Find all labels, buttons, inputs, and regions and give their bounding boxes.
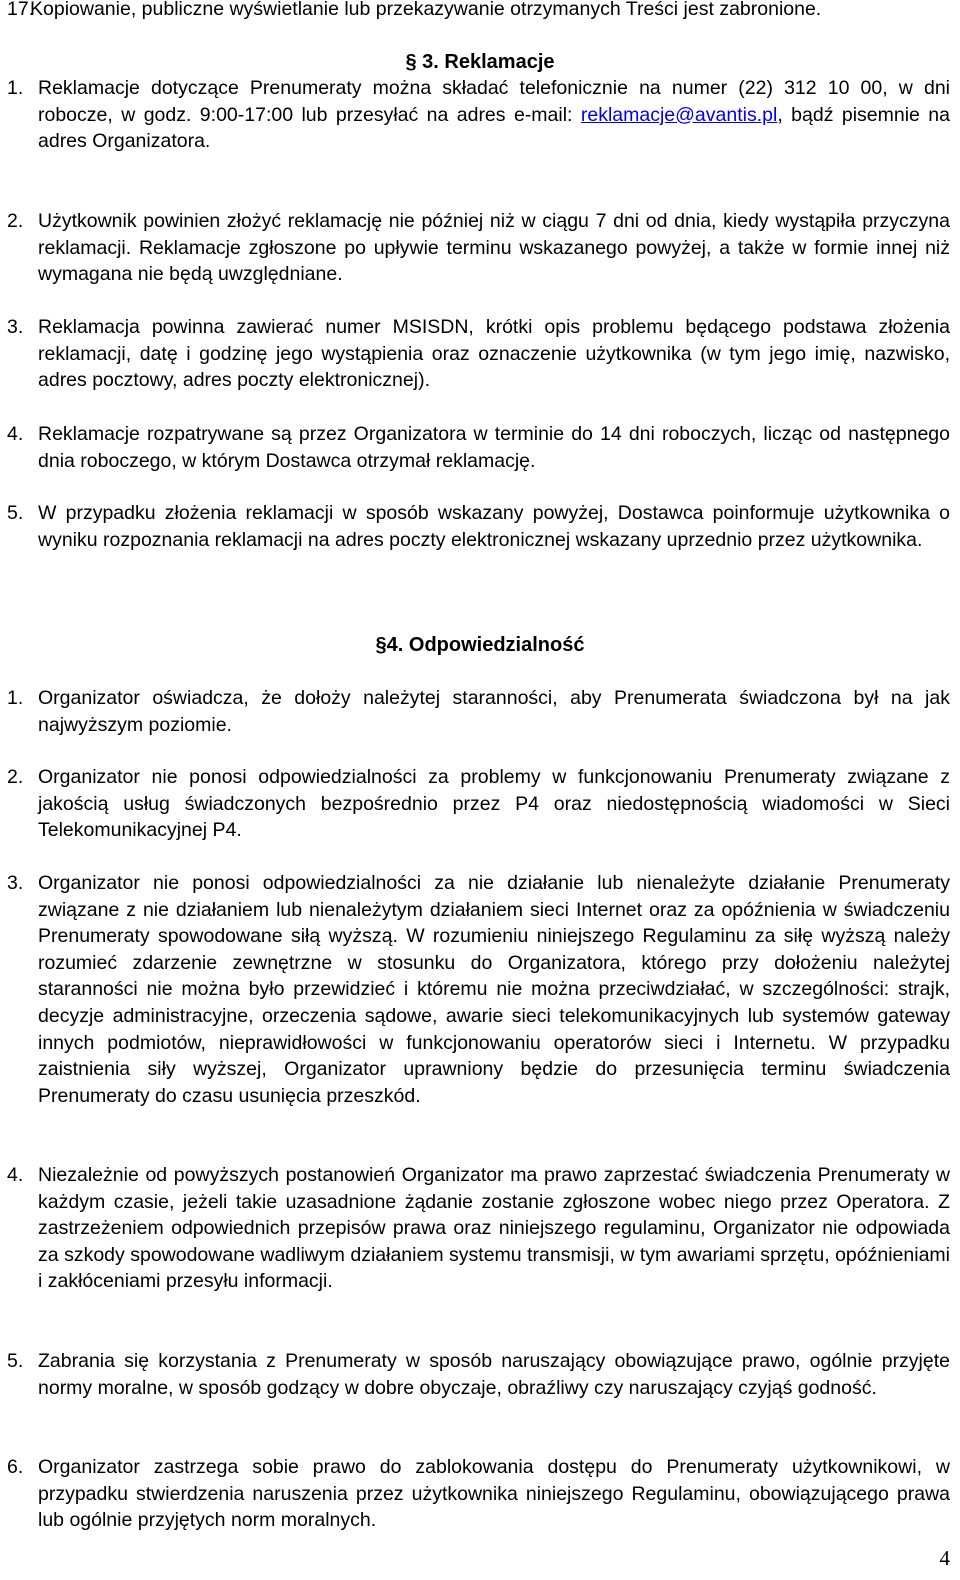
list-item-text: Organizator nie ponosi odpowiedzialności za nie działanie lub nienależyte działanie Prenumeraty związane z nie działaniem lub nienależytym działaniem sieci Internet oraz za opóźnienia w świadczeniu Prenumeraty spowodowane siłą wyższą. W rozumieniu niniejszego Regulaminu za siłę wyższą należy rozumieć zdarzenie zewnętrzne w stosunku do Organizatora, którego przy dołożeniu należytej staranności nie można było przewidzieć i któremu nie można przeciwdziałać, w szczególności: strajk, decyzje administracyjne, orzeczenia sądowe, awarie sieci telekomunikacyjnych lub systemów gateway innych podmiotów, nieprawidłowości w funkcjonowaniu operatorów sieci i Internetu. W przypadku zaistnienia siły wyższej, Organizator uprawniony będzie do przesunięcia terminu świadczenia Prenumeraty do czasu usunięcia przeszkód. <box>38 872 950 1107</box>
list-item-text: Zabrania się korzystania z Prenumeraty w sposób naruszający obowiązujące prawo, ogólnie przyjęte normy moralne, w sposób godzący w dobre obyczaje, obraźliwy czy naruszający czyjąś godność. <box>38 1350 950 1399</box>
section-3-item-2 <box>7 208 950 288</box>
list-item-number: 5. <box>7 502 24 524</box>
list-item-number: 3. <box>7 872 24 894</box>
list-item-text-part: , bądź pisemnie na adres Organizatora. <box>38 103 950 153</box>
list-item-number: 1. <box>7 77 24 99</box>
section-3-item-3 <box>7 314 950 394</box>
list-item-text: Reklamacja powinna zawierać numer MSISDN, krótki opis problemu będącego podstawa złożenia reklamacji, datę i godzinę jego wystąpienia oraz oznaczenie użytkownika (w tym jego imię, nazwisko, adres pocztowy, adres poczty elektronicznej). <box>38 316 950 392</box>
section-3-heading <box>0 49 960 75</box>
section-3-item-1 <box>7 75 950 155</box>
email-link[interactable]: reklamacje@avantis.pl <box>580 103 778 126</box>
list-item-text: Użytkownik powinien złożyć reklamację nie później niż w ciągu 7 dni od dnia, kiedy wystąpiła przyczyna reklamacji. Reklamacje zgłoszone po upływie terminu wskazanego powyżej, a także w formie innej niż wymagana nie będą uwzględniane. <box>38 210 950 286</box>
section-4-item-1 <box>7 685 950 738</box>
section-symbol: § <box>375 634 387 656</box>
section-4-item-5 <box>7 1348 950 1401</box>
list-item-text: Organizator oświadcza, że dołoży należytej staranności, aby Prenumerata świadczona był na jak najwyższym poziomie. <box>38 687 950 736</box>
list-item-number: 1. <box>7 687 24 709</box>
section-3-title: 3. Reklamacje <box>416 51 555 73</box>
list-item-17 <box>7 0 950 23</box>
list-item-text: Organizator zastrzega sobie prawo do zablokowania dostępu do Prenumeraty użytkownikowi, w przypadku stwierdzenia naruszenia przez użytkownika niniejszego Regulaminu, obowiązującego prawa lub ogólnie przyjętych norm moralnych. <box>38 1456 950 1532</box>
section-4-item-6 <box>7 1454 950 1534</box>
list-item-number: 5. <box>7 1350 24 1372</box>
list-item-text: Kopiowanie, publiczne wyświetlanie lub przekazywanie otrzymanych Treści jest zabronione. <box>30 0 822 20</box>
list-item-number: 4. <box>7 423 24 445</box>
list-item-text-part: Reklamacje dotyczące Prenumeraty można składać telefonicznie na numer (22) 312 10 00, w dni robocze, w godz. 9:00-17:00 lub przesyłać na adres e-mail: <box>38 77 950 126</box>
section-3-item-4 <box>7 421 950 474</box>
section-3-item-5 <box>7 500 950 553</box>
section-4-item-3 <box>7 870 950 1109</box>
list-item-number: 2. <box>7 210 24 232</box>
section-4-item-2 <box>7 764 950 844</box>
list-item-text: Organizator nie ponosi odpowiedzialności za problemy w funkcjonowaniu Prenumeraty związane z jakością usług świadczonych bezpośrednio przez P4 oraz niedostępnością wiadomości w Sieci Telekomunikacyjnej P4. <box>38 766 950 842</box>
page-number: 4 <box>939 1546 950 1570</box>
section-symbol: § <box>405 51 417 73</box>
list-item-number: 4. <box>7 1164 24 1186</box>
list-item-text: Niezależnie od powyższych postanowień Organizator ma prawo zaprzestać świadczenia Prenumeraty w każdym czasie, jeżeli takie uzasadnione żądanie zostanie zgłoszone wobec niego przez Operatora. Z zastrzeżeniem odpowiednich przepisów prawa oraz niniejszego regulaminu, Organizator nie odpowiada za szkody spowodowane wadliwym działaniem systemu transmisji, w tym awariami sprzętu, opóźnieniami i zakłóceniami przesyłu informacji. <box>38 1164 950 1293</box>
list-item-number: 17. <box>7 0 35 20</box>
list-item-text: Reklamacje rozpatrywane są przez Organizatora w terminie do 14 dni roboczych, licząc od następnego dnia roboczego, w którym Dostawca otrzymał reklamację. <box>38 423 950 472</box>
list-item-text: W przypadku złożenia reklamacji w sposób wskazany powyżej, Dostawca poinformuje użytkownika o wyniku rozpoznania reklamacji na adres poczty elektronicznej wskazany uprzednio przez użytkownika. <box>38 502 950 551</box>
section-4-title: 4. Odpowiedzialność <box>386 634 585 656</box>
list-item-number: 3. <box>7 316 24 338</box>
list-item-number: 6. <box>7 1456 24 1478</box>
section-4-item-4 <box>7 1162 950 1295</box>
list-item-number: 2. <box>7 766 24 788</box>
list-item-text <box>38 75 950 155</box>
section-4-heading <box>0 632 960 658</box>
